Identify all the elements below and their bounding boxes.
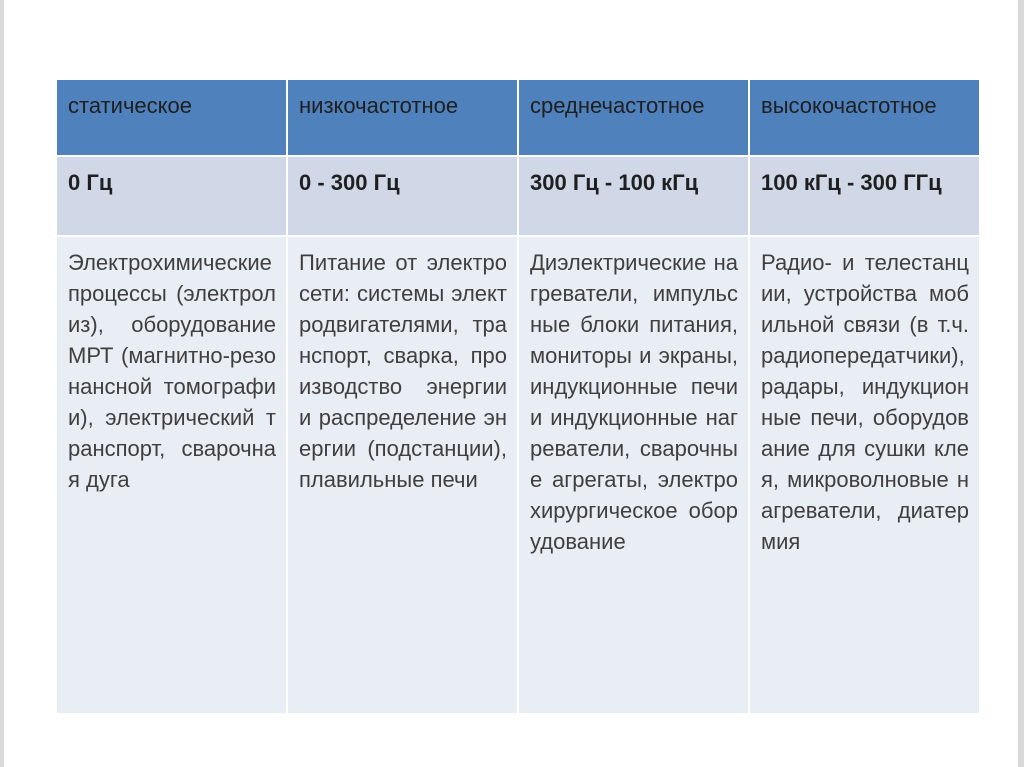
emf-classification-table-container: [55, 78, 979, 715]
frequency-range-row: [56, 156, 980, 236]
frequency-low: 0 - 300 Гц: [287, 156, 518, 236]
header-high-frequency: высокочастотное: [749, 79, 980, 156]
header-static: статическое: [56, 79, 287, 156]
applications-row: [56, 236, 980, 714]
slide-left-edge: [0, 0, 4, 767]
applications-high: Радио- и телестанции, устройства мобильной связи (в т.ч. радиопередатчики), радары, индукционные печи, оборудование для сушки клея, микроволновые нагреватели, диатермия: [749, 236, 980, 714]
header-mid-frequency: среднечастотное: [518, 79, 749, 156]
frequency-mid: 300 Гц - 100 кГц: [518, 156, 749, 236]
applications-low: Питание от электросети: системы электродвигателями, транспорт, сварка, производство энергии и распределение энергии (подстанции), плавильные печи: [287, 236, 518, 714]
applications-mid: Диэлектрические нагреватели, импульсные блоки питания, мониторы и экраны, индукционные печи и индукционные нагреватели, сварочные агрегаты, электрохирургическое оборудование: [518, 236, 749, 714]
emf-classification-table: [55, 78, 981, 715]
frequency-static: 0 Гц: [56, 156, 287, 236]
slide-right-edge: [1018, 0, 1024, 767]
frequency-high: 100 кГц - 300 ГГц: [749, 156, 980, 236]
applications-static: Электрохимические процессы (электролиз), оборудование МРТ (магнитно-резонансной томографии), электрический транспорт, сварочная дуга: [56, 236, 287, 714]
header-low-frequency: низкочастотное: [287, 79, 518, 156]
table-header-row: [56, 79, 980, 156]
